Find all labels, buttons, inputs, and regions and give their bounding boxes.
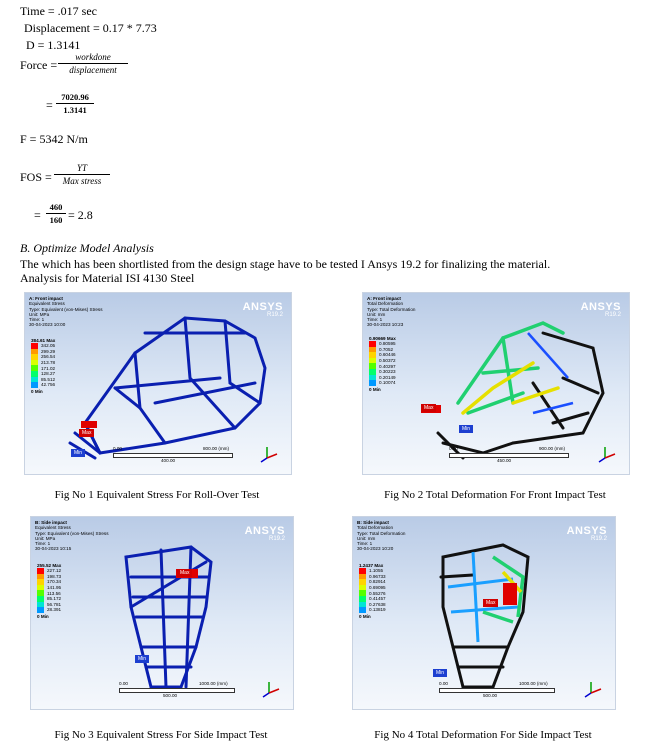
eq-sign-1: = xyxy=(46,98,53,112)
force-label: Force = xyxy=(20,58,58,72)
figure-4-caption: Fig No 4 Total Deformation For Side Impact Test xyxy=(374,729,592,741)
section-paragraph-2: Analysis for Material ISI 4130 Steel xyxy=(20,271,195,285)
ansys-logo: ANSYS R19.2 xyxy=(566,525,607,542)
ansys-logo: ANSYS R19.2 xyxy=(242,301,283,318)
figure-2-scale: 0.00 900.00 (mm) 450.00 xyxy=(449,446,569,464)
figure-3-panel xyxy=(30,516,294,710)
figure-1-min-tag: Min xyxy=(71,449,85,457)
figure-2-max-tag: Max xyxy=(421,404,436,412)
figure-4-min-tag: Min xyxy=(433,669,447,677)
section-heading: B. Optimize Model Analysis xyxy=(20,241,154,255)
axis-triad-icon xyxy=(583,679,603,699)
fos-value-fraction xyxy=(46,202,66,225)
figure-2-panel xyxy=(362,292,630,475)
force-denominator: displacement xyxy=(69,65,117,75)
force-value-fraction xyxy=(56,92,94,115)
figure-4-scale: 0.00 1000.00 (mm) 500.00 xyxy=(439,681,555,699)
figure-4-panel xyxy=(352,516,616,710)
fos-label: FOS = xyxy=(20,170,52,184)
figure-2-legend: 0.90669 Max 0.80595 0.7052 0.60446 0.50372 0.40297 0.30223 0.20149 0.10074 0 Min xyxy=(369,336,396,392)
force-numerator: workdone xyxy=(58,52,128,64)
fos-numerator: YT xyxy=(54,163,110,175)
force-num-value: 7020.96 xyxy=(56,92,94,104)
figure-4-info: B: Side impact Total Deformation Type: Total Deformation Unit: mm Time: 1 30-04-2023 10:20 xyxy=(357,520,406,552)
axis-triad-icon xyxy=(261,679,281,699)
axis-triad-icon xyxy=(597,444,617,464)
fos-denominator: Max stress xyxy=(62,176,102,186)
ansys-logo: ANSYS R19.2 xyxy=(580,301,621,318)
figure-1-legend: 384.61 Max 342.05 299.29 256.54 213.78 171.02 128.27 85.512 42.756 0 Min xyxy=(31,338,56,394)
force-result: F = 5342 N/m xyxy=(20,132,88,146)
fos-den-value: 160 xyxy=(49,215,63,225)
figure-2-caption: Fig No 2 Total Deformation For Front Impact Test xyxy=(384,489,606,501)
figure-2-min-tag: Min xyxy=(459,425,473,433)
section-paragraph-1: The which has been shortlisted from the design stage have to be tested I Ansys 19.2 for finalizing the material. xyxy=(20,257,551,271)
figure-3-min-tag: Min xyxy=(135,655,149,663)
time-line: Time = .017 sec xyxy=(20,4,97,18)
figure-1-caption: Fig No 1 Equivalent Stress For Roll-Over Test xyxy=(54,489,260,501)
axis-triad-icon xyxy=(259,444,279,464)
figure-3-info: B: Side impact Equivalent Stress Type: Equivalent (von-Mises) Stress Unit: MPa Time: 1 30-04-2023 10:15 xyxy=(35,520,109,552)
d-line: D = 1.3141 xyxy=(26,38,81,52)
figure-4-max-tag: Max xyxy=(483,599,498,607)
figure-3-legend: 255.52 Max 227.12 198.73 170.34 141.95 113.56 85.172 56.781 28.391 0 Min xyxy=(37,563,62,619)
figure-3-max-tag: Max xyxy=(177,569,192,577)
force-fraction xyxy=(58,52,128,75)
figure-1-info: A: Front impact Equivalent Stress Type: Equivalent (von-Mises) Stress Unit: MPa Time: 1 30-04-2023 10:00 xyxy=(29,296,103,328)
figure-4-legend: 1.2437 Max 1.1055 0.96733 0.82914 0.69095 0.55276 0.41457 0.27638 0.13819 0 Min xyxy=(359,563,386,619)
figure-1-scale: 0.00 800.00 (mm) 400.00 xyxy=(113,446,233,464)
figure-1-max-tag: Max xyxy=(79,429,94,437)
fos-result: = 2.8 xyxy=(68,208,93,222)
fos-num-value: 460 xyxy=(46,202,66,214)
figure-3-caption: Fig No 3 Equivalent Stress For Side Impact Test xyxy=(54,729,268,741)
displacement-line: Displacement = 0.17 * 7.73 xyxy=(24,21,157,35)
fos-fraction xyxy=(54,163,110,186)
ansys-logo: ANSYS R19.2 xyxy=(244,525,285,542)
force-den-value: 1.3141 xyxy=(63,105,87,115)
eq-sign-2: = xyxy=(34,208,41,222)
figure-2-info: A: Front impact Total Deformation Type: Total Deformation Unit: mm Time: 1 30-04-2023 10:23 xyxy=(367,296,416,328)
figure-3-scale: 0.00 1000.00 (mm) 500.00 xyxy=(119,681,235,699)
figure-1-panel xyxy=(24,292,292,475)
